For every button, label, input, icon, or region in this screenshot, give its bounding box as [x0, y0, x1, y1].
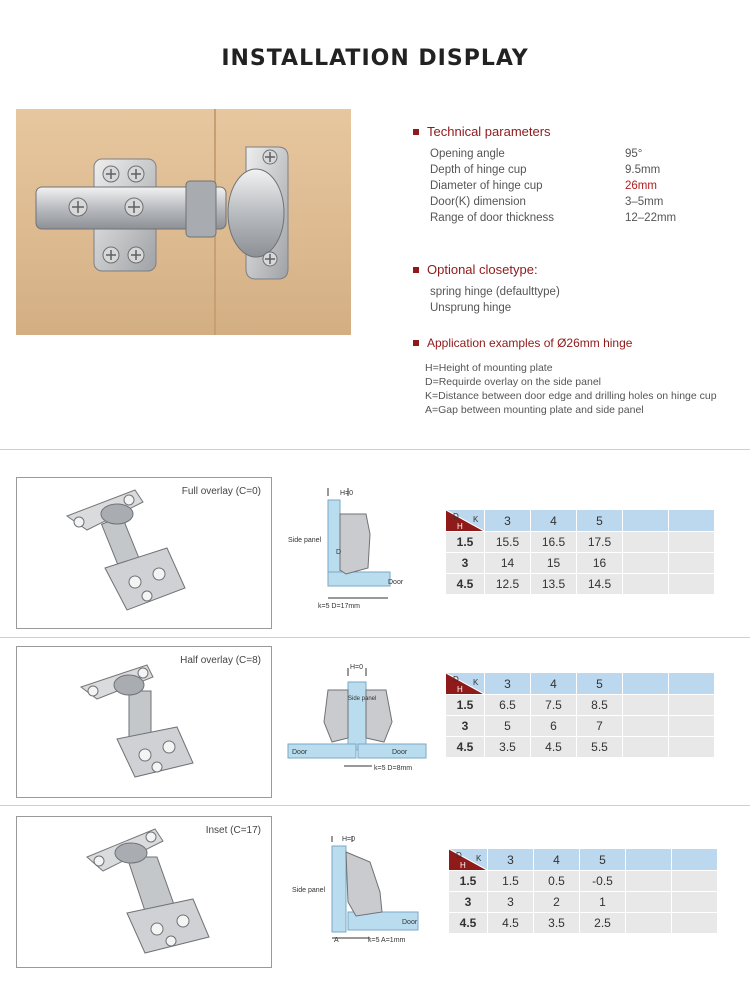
param-label: Door(K) dimension: [430, 196, 526, 208]
section-divider: [0, 805, 750, 806]
blank-cell: [669, 737, 715, 758]
h-label: 3: [449, 892, 488, 913]
table-corner: [446, 510, 485, 532]
blank-cell: [672, 892, 718, 913]
table-cell: 6.5: [485, 695, 531, 716]
param-label: Diameter of hinge cup: [430, 180, 543, 192]
square-bullet-icon: [413, 129, 419, 135]
corner-d-label: D: [456, 851, 462, 860]
blank-cell: [669, 532, 715, 553]
blank-cell: [669, 510, 715, 532]
diagram-bottom-label: k=5 D=17mm: [318, 603, 361, 610]
h-label: 1.5: [446, 695, 485, 716]
table-cell: 6: [531, 716, 577, 737]
h-label: 3: [446, 553, 485, 574]
corner-h-label: H: [460, 861, 466, 870]
definition-line: K=Distance between door edge and drilling holes on hinge cup: [425, 390, 717, 402]
table-cell: 13.5: [531, 574, 577, 595]
definition-line: A=Gap between mounting plate and side panel: [425, 404, 644, 416]
h-label: 1.5: [449, 871, 488, 892]
full-overlay-diagram: [288, 484, 418, 616]
table-cell: 4.5: [488, 913, 534, 934]
technical-parameters-heading: [413, 124, 551, 139]
half-overlay-table: [445, 672, 715, 758]
corner-h-label: H: [457, 522, 463, 531]
table-cell: 3: [488, 892, 534, 913]
h-label: 1.5: [446, 532, 485, 553]
hinge-illustration: [16, 109, 351, 335]
table-corner: [446, 673, 485, 695]
table-cell: 15: [531, 553, 577, 574]
page-title: INSTALLATION DISPLAY: [221, 46, 529, 71]
table-cell: 16.5: [531, 532, 577, 553]
diagram-mid-label: A: [334, 937, 339, 944]
variant-caption: Full overlay (C=0): [181, 486, 261, 497]
table-corner: [449, 849, 488, 871]
corner-d-label: D: [453, 675, 459, 684]
square-bullet-icon: [413, 340, 419, 346]
k-header: 5: [577, 673, 623, 695]
blank-cell: [623, 695, 669, 716]
half-overlay-diagram: [288, 660, 430, 778]
diagram-side-label: Side panel: [348, 696, 377, 702]
inset-hinge-icon: [17, 817, 272, 968]
blank-cell: [623, 737, 669, 758]
square-bullet-icon: [413, 267, 419, 273]
table-row: [449, 892, 718, 913]
diagram-door-label: Door: [292, 749, 308, 756]
table-cell: 5.5: [577, 737, 623, 758]
section-divider: [0, 637, 750, 638]
k-header: 3: [485, 673, 531, 695]
h-label: 3: [446, 716, 485, 737]
table-cell: 2.5: [580, 913, 626, 934]
table-cell: 5: [485, 716, 531, 737]
table-cell: 7.5: [531, 695, 577, 716]
table-cell: 7: [577, 716, 623, 737]
table-row: [446, 553, 715, 574]
table-row: [446, 574, 715, 595]
diagram-door-label: Door: [388, 579, 404, 586]
diagram-door-label: Door: [402, 919, 418, 926]
table-cell: 1.5: [488, 871, 534, 892]
k-header: 4: [531, 510, 577, 532]
half-overlay-card: [16, 646, 272, 798]
closetype-heading: [413, 262, 538, 277]
param-value: 12–22mm: [625, 212, 677, 224]
h-label: 4.5: [449, 913, 488, 934]
blank-cell: [623, 673, 669, 695]
full-overlay-table: [445, 509, 715, 595]
inset-table: [448, 848, 718, 934]
blank-cell: [669, 553, 715, 574]
table-cell: 15.5: [485, 532, 531, 553]
table-cell: -0.5: [580, 871, 626, 892]
table-cell: 2: [534, 892, 580, 913]
definition-line: D=Requirde overlay on the side panel: [425, 376, 601, 388]
param-value: 9.5mm: [625, 164, 661, 176]
diagram-side-label: Side panel: [292, 887, 326, 894]
diagram-mid-label: D: [336, 549, 342, 556]
blank-cell: [623, 716, 669, 737]
inset-card: [16, 816, 272, 968]
table-cell: 12.5: [485, 574, 531, 595]
blank-cell: [626, 892, 672, 913]
diagram-top-label: H=0: [342, 836, 356, 843]
blank-cell: [672, 913, 718, 934]
corner-d-label: D: [453, 512, 459, 521]
corner-h-label: H: [457, 685, 463, 694]
param-label: Opening angle: [430, 148, 505, 160]
application-title: Application examples of Ø26mm hinge: [427, 336, 633, 350]
param-label: Range of door thickness: [430, 212, 555, 224]
table-cell: 4.5: [531, 737, 577, 758]
table-cell: 3.5: [485, 737, 531, 758]
blank-cell: [672, 849, 718, 871]
full-overlay-card: [16, 477, 272, 629]
hinge-product-photo: [16, 109, 351, 335]
param-value: 3–5mm: [625, 196, 664, 208]
blank-cell: [626, 913, 672, 934]
param-value: 26mm: [625, 180, 657, 192]
k-header: 5: [580, 849, 626, 871]
k-header: 5: [577, 510, 623, 532]
blank-cell: [626, 871, 672, 892]
half-overlay-hinge-icon: [17, 647, 272, 798]
variant-caption: Inset (C=17): [205, 825, 261, 836]
diagram-top-label: H=0: [350, 664, 364, 671]
blank-cell: [669, 574, 715, 595]
blank-cell: [623, 532, 669, 553]
closetype-item: Unsprung hinge: [430, 302, 512, 314]
table-row: [446, 737, 715, 758]
table-cell: 8.5: [577, 695, 623, 716]
diagram-door2-label: Door: [392, 749, 408, 756]
k-header: 4: [531, 673, 577, 695]
param-label: Depth of hinge cup: [430, 164, 527, 176]
variant-caption: Half overlay (C=8): [180, 655, 261, 666]
blank-cell: [623, 510, 669, 532]
closetype-item: spring hinge (defaulttype): [430, 286, 560, 298]
full-overlay-hinge-icon: [17, 478, 272, 629]
diagram-bottom-label: k=5 A=1mm: [368, 937, 406, 944]
h-label: 4.5: [446, 737, 485, 758]
blank-cell: [626, 849, 672, 871]
definition-line: H=Height of mounting plate: [425, 362, 553, 374]
section-divider: [0, 449, 750, 450]
k-header: 3: [485, 510, 531, 532]
corner-k-label: K: [476, 854, 482, 863]
diagram-top-label: H=0: [340, 490, 354, 497]
application-heading: [413, 336, 632, 350]
table-cell: 14: [485, 553, 531, 574]
closetype-title: Optional closetype:: [427, 262, 538, 277]
corner-k-label: K: [473, 678, 479, 687]
technical-parameters-title: Technical parameters: [427, 124, 551, 139]
h-label: 4.5: [446, 574, 485, 595]
blank-cell: [669, 695, 715, 716]
blank-cell: [669, 673, 715, 695]
table-row: [446, 532, 715, 553]
table-cell: 16: [577, 553, 623, 574]
param-value: 95°: [625, 148, 643, 160]
diagram-side-label: Side panel: [288, 537, 322, 544]
diagram-bottom-label: k=5 D=8mm: [374, 765, 413, 772]
blank-cell: [672, 871, 718, 892]
blank-cell: [623, 574, 669, 595]
table-cell: 1: [580, 892, 626, 913]
blank-cell: [623, 553, 669, 574]
table-row: [449, 913, 718, 934]
k-header: 4: [534, 849, 580, 871]
table-cell: 0.5: [534, 871, 580, 892]
table-row: [446, 716, 715, 737]
blank-cell: [669, 716, 715, 737]
inset-diagram: [290, 832, 430, 950]
table-cell: 3.5: [534, 913, 580, 934]
table-row: [449, 871, 718, 892]
table-cell: 17.5: [577, 532, 623, 553]
k-header: 3: [488, 849, 534, 871]
corner-k-label: K: [473, 515, 479, 524]
table-cell: 14.5: [577, 574, 623, 595]
table-row: [446, 695, 715, 716]
